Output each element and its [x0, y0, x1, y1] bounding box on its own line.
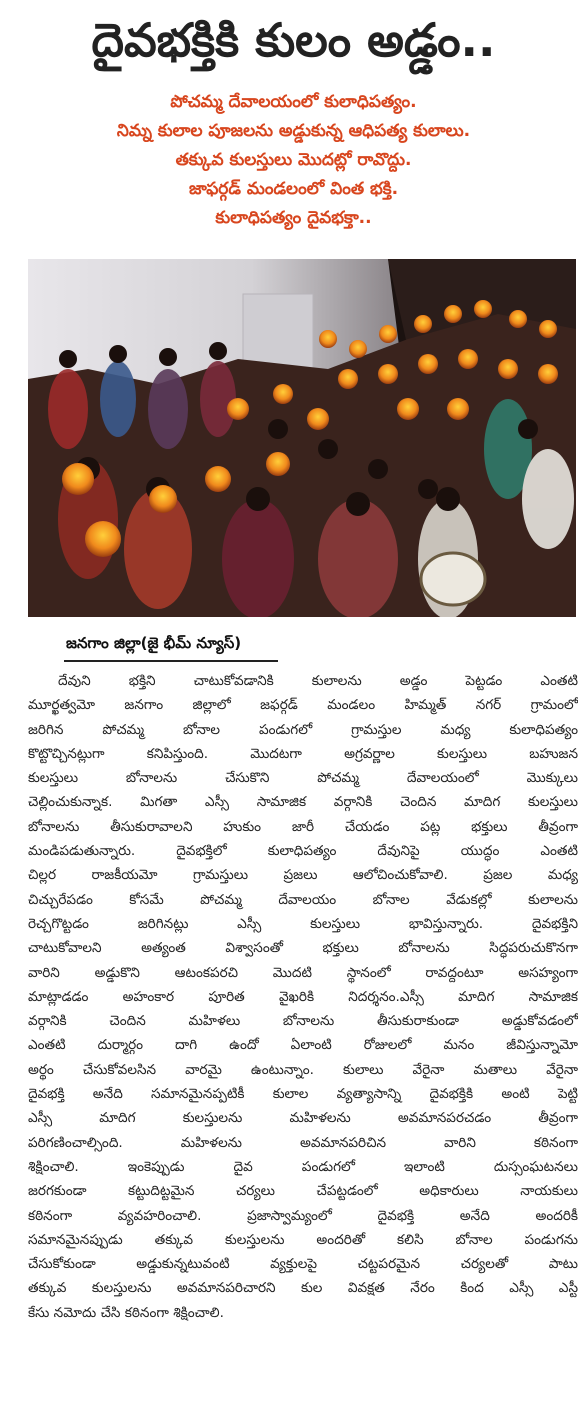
article-line: కొట్టొచ్చినట్లుగా కనిపిస్తుంది. మొదటగా అగ్రవర్ణాల కులస్తులు బహుజన [28, 745, 578, 762]
subheadline: పోచమ్మ దేవాలయంలో కులాధిపత్యం. [170, 92, 417, 112]
article-line: మండిపడుతున్నారు. దైవభక్తిలో కులాధిపత్యం దేవునిపై యుద్ధం ఎంతటి [28, 843, 578, 860]
article-line: దేవుని భక్తిని చాటుకోవడానికి కులాలను అడ్డం పెట్టడం ఎంతటి [58, 673, 578, 689]
article-line: బోనాలను తీసుకురావాలని హుకుం జారీ చేయడం పట్ల భక్తులు తీవ్రంగా [28, 818, 578, 835]
article-line: చిచ్చురేపడం కోసమే పోచమ్మ దేవాలయం బోనాల వేడుకల్లో కులాలను [28, 891, 578, 908]
article-line: తక్కువ కులస్తులను అవమానపరిచారని కుల వివక్షత నేరం కింద ఎస్సీ ఎస్టీ [28, 1280, 578, 1297]
article-line: చిల్లర రాజకీయమో గ్రామస్తులు ప్రజలు ఆలోచించుకోవాలి. ప్రజల మధ్య [28, 867, 578, 884]
subheadline: తక్కువ కులస్తులు మొదట్లో రావొద్దు. [175, 150, 412, 170]
dateline: జనగాం జిల్లా(జై భీమ్ న్యూస్) [66, 634, 242, 652]
article-line: పరిగణించాల్సింది. మహిళలను అవమానపరిచిన వారిని కఠినంగా [28, 1134, 578, 1151]
subheadline: జాఫర్గడ్ మండలంలో వింత భక్తి. [188, 179, 399, 199]
article-line: శిక్షించాలి. ఇంకెప్పుడు దైవ పండుగలో ఇలాంటి దుస్సంఘటనలు [28, 1158, 578, 1175]
article-line: దైవభక్తి అనేది సమానమైనప్పటికీ కులాల వ్యత్యాసాన్ని దైవభక్తికి అంటి పెట్టి [28, 1086, 578, 1103]
photo-crowd-procession-icon [28, 259, 576, 617]
article-line: మాట్లాడడం అహంకార పూరిత వైఖరికి నిదర్శనం.ఎస్సీ మాదిగ సామాజిక [28, 988, 578, 1005]
subheadline: కులాధిపత్యం దైవభక్తా.. [215, 208, 372, 228]
article-line: జరిగిన పోచమ్మ బోనాల పండుగలో గ్రామస్తుల మధ్య కులాధిపత్యం [28, 721, 578, 738]
article-line: కులస్తులు బోనాలను చేసుకొని పోచమ్మ దేవాలయంలో మొక్కులు [28, 770, 578, 787]
article-line: చెల్లించుకున్నాక. మిగతా ఎస్సీ సామాజిక వర్గానికి చెందిన మాదిగ కులస్తులు [28, 794, 578, 811]
article-line: ఎంతటి దుర్మార్గం దాగి ఉందో ఏలాంటి రోజులలో మనం జీవిస్తున్నామో [28, 1037, 578, 1054]
article-line: చాటుకోవాలని అత్యంత విశ్వాసంతో భక్తులు బోనాలను సిద్ధపరుచుకొనగా [28, 940, 578, 957]
subheadline-block [20, 88, 567, 233]
article-line: మూర్ఖత్వమో జనగాం జిల్లాలో జఫర్గడ్ మండలం హిమ్మత్ నగర్ గ్రామంలో [28, 697, 578, 714]
article-line: కఠినంగా వ్యవహరించాలి. ప్రజాస్వామ్యంలో దైవభక్తి అనేది అందరికీ [28, 1207, 578, 1224]
article-line: చేసుకోకుండా అడ్డుకున్నటువంటి వ్యక్తులపై చట్టపరమైన చర్యలతో పాటు [28, 1256, 578, 1273]
article-line: సమానమైనప్పుడు తక్కువ కులస్తులను అందరితో కలిసి బోనాల పండుగను [28, 1231, 578, 1248]
article-line: అర్థం చేసుకోవలసిన వారమై ఉంటున్నాం. కులాలు వేరైనా మతాలు వేరైనా [28, 1061, 578, 1078]
article-line: ఎస్సీ మాదిగ కులస్తులను మహిళలను అవమానపరచడం తీవ్రంగా [28, 1110, 578, 1127]
article-line: జరగకుండా కట్టుదిట్టమైన చర్యలు చేపట్టడంలో అధికారులు నాయకులు [28, 1183, 578, 1200]
news-photo [28, 259, 576, 617]
article-line: వర్గానికి చెందిన మహిళలు బోనాలను తీసుకురాకుండా అడ్డుకోవడంలో [28, 1013, 578, 1030]
article-line: కేసు నమోదు చేసి కఠినంగా శిక్షించాలి. [28, 1304, 224, 1321]
article-body [28, 669, 578, 1325]
dateline-underline [64, 660, 278, 662]
article-line: వారిని అడ్డుకొని ఆటంకపరచి మొదటి స్థానంలో రావద్దంటూ అసహ్యంగా [28, 964, 578, 981]
article-line: రెచ్చగొట్టడం జరిగినట్లు ఎస్సీ కులస్తులు భావిస్తున్నారు. దైవభక్తిని [28, 915, 578, 932]
subheadline: నిమ్న కులాల పూజలను అడ్డుకున్న ఆధిపత్య కులాలు. [116, 121, 471, 141]
headline: దైవభక్తికి కులం అడ్డం.. [91, 13, 496, 67]
